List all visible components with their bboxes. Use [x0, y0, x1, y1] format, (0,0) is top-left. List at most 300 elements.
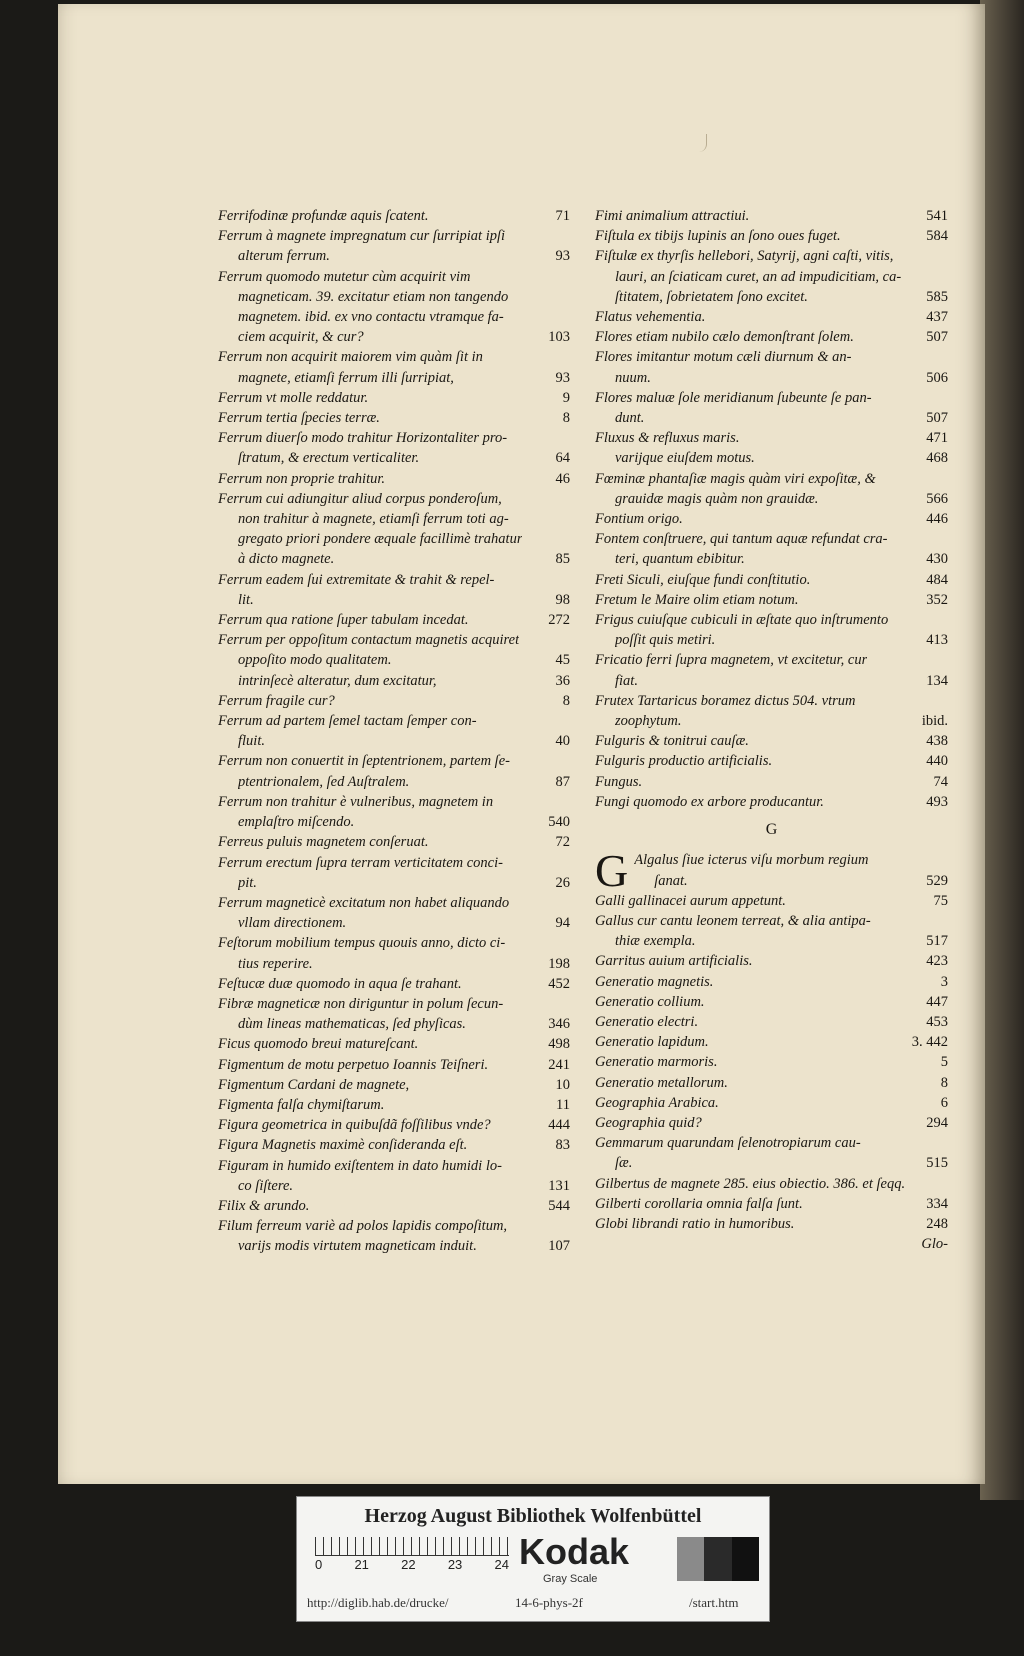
page-reference: 10	[555, 1076, 570, 1093]
page-reference: 98	[555, 591, 570, 608]
page-reference	[564, 347, 570, 367]
index-entry	[595, 951, 948, 971]
index-term: Generatio lapidum.	[595, 1034, 709, 1051]
index-entry	[595, 1073, 948, 1093]
index-line	[218, 206, 570, 226]
index-entry	[218, 1034, 570, 1054]
index-term: Fiſtulæ ex thyrſis hellebori, Satyrij, agni caſti, vitis,	[595, 248, 894, 265]
section-heading-g: G	[765, 821, 778, 839]
page-reference: 507	[926, 410, 948, 427]
index-entry	[218, 1135, 570, 1155]
page-reference	[942, 246, 948, 266]
index-term: Figura Magnetis maximè conſideranda eſt.	[218, 1137, 468, 1154]
page-reference	[564, 893, 570, 913]
index-term: ſæ.	[615, 1155, 633, 1172]
index-term: gregato priori pondere æquale facillimè trahatur	[238, 531, 523, 548]
index-term: Ferrum à magnete impregnatum cur ſurripiat ipſi	[218, 228, 506, 245]
index-term: varijs modis virtutem magneticam induit.	[238, 1238, 477, 1255]
index-term: Geographia quid?	[595, 1114, 702, 1131]
page-reference: 294	[926, 1114, 948, 1131]
page-reference: 346	[548, 1016, 570, 1033]
page-reference	[564, 307, 570, 327]
page-reference: 507	[926, 329, 948, 346]
index-term: non trahitur à magnete, etiamſi ferrum toti ag-	[238, 511, 509, 528]
index-term: Fungus.	[595, 773, 643, 790]
index-term: Gemmarum quarundam ſelenotropiarum cau-	[595, 1135, 861, 1152]
index-line	[218, 994, 570, 1014]
index-term: Fulguris productio artificialis.	[595, 753, 773, 770]
index-entry	[595, 1174, 948, 1194]
index-entry	[595, 792, 948, 812]
index-section-g	[595, 845, 948, 1234]
index-term: Ferrum fragile cur?	[218, 692, 335, 709]
index-line	[218, 388, 570, 408]
index-term: Ferrum diuerſo modo trahitur Horizontaliter pro-	[218, 430, 508, 447]
index-line	[218, 610, 570, 630]
index-term: thiæ exempla.	[615, 933, 696, 950]
index-line	[218, 751, 570, 771]
page-reference: ibid.	[921, 713, 948, 730]
index-entry	[218, 711, 570, 751]
index-entry	[595, 731, 948, 751]
index-line	[595, 1174, 948, 1194]
index-line	[595, 1073, 948, 1093]
page-reference: 447	[926, 993, 948, 1010]
page-reference	[564, 751, 570, 771]
index-term: ciem acquirit, & cur?	[238, 329, 364, 346]
gray-patch	[704, 1537, 731, 1581]
index-term: Frutex Tartaricus boramez dictus 504. vtrum	[595, 692, 856, 709]
index-term: Fibræ magneticæ non diriguntur in polum ſecun-	[218, 995, 504, 1012]
index-line	[218, 1236, 570, 1256]
index-line	[218, 489, 570, 509]
index-entry	[595, 1032, 948, 1052]
index-term: à dicto magnete.	[238, 551, 335, 568]
kodak-logo: Kodak	[519, 1531, 630, 1572]
page-reference	[942, 267, 948, 287]
index-line	[595, 206, 948, 226]
index-entry	[218, 226, 570, 266]
index-entry	[218, 206, 570, 226]
page-reference	[942, 691, 948, 711]
index-entry	[595, 650, 948, 690]
index-term: Ferrum erectum ſupra terram verticitatem conci-	[218, 854, 503, 871]
index-entry	[218, 853, 570, 893]
index-term: Fontem conſtruere, qui tantum aquæ refundat cra-	[595, 531, 888, 548]
index-line	[595, 1012, 948, 1032]
index-line	[218, 913, 570, 933]
index-line	[595, 1194, 948, 1214]
index-entry	[595, 246, 948, 307]
index-term: pit.	[238, 874, 257, 891]
ruler-number: 0	[315, 1557, 323, 1572]
index-entry	[218, 469, 570, 489]
page-reference: 585	[926, 288, 948, 305]
index-line	[595, 992, 948, 1012]
color-target-bar	[296, 1496, 770, 1622]
page-reference: 544	[548, 1197, 570, 1214]
page-reference	[564, 1216, 570, 1236]
index-line	[218, 1014, 570, 1034]
page-reference: 468	[926, 450, 948, 467]
page-reference: 529	[926, 872, 948, 889]
index-line	[595, 570, 948, 590]
index-entry	[595, 972, 948, 992]
page-reference: 36	[555, 672, 570, 689]
gray-patch	[677, 1537, 704, 1581]
index-line	[595, 911, 948, 931]
index-line	[218, 691, 570, 711]
page-reference	[942, 911, 948, 931]
index-entry	[595, 610, 948, 650]
page-reference: 26	[555, 874, 570, 891]
index-line	[595, 691, 948, 711]
index-term: Ferrum tertia ſpecies terræ.	[218, 410, 380, 427]
index-entry	[218, 1156, 570, 1196]
index-line	[218, 650, 570, 670]
index-entry	[595, 1133, 948, 1173]
index-term: fluit.	[238, 733, 265, 750]
index-line	[218, 1156, 570, 1176]
index-term: Flatus vehementia.	[595, 309, 706, 326]
index-line	[218, 1216, 570, 1236]
page-reference: 430	[926, 551, 948, 568]
index-term: Feſtorum mobilium tempus quouis anno, dicto ci-	[218, 935, 506, 952]
index-term: Figuram in humido exiſtentem in dato humidi lo-	[218, 1157, 502, 1174]
page-reference: 471	[926, 430, 948, 447]
page-reference: 134	[926, 672, 948, 689]
page-reference	[942, 650, 948, 670]
index-term: Figmentum Cardani de magnete,	[218, 1076, 410, 1093]
index-term: Fiſtula ex tibijs lupinis an ſono oues fuget.	[595, 228, 841, 245]
page-reference: 131	[548, 1177, 570, 1194]
page-reference: 446	[926, 511, 948, 528]
index-line	[595, 469, 948, 489]
page-reference	[942, 469, 948, 489]
index-line	[218, 853, 570, 873]
index-entry	[218, 610, 570, 630]
page-reference: 45	[555, 652, 570, 669]
index-entry	[595, 469, 948, 509]
page-reference: 437	[926, 309, 948, 326]
ruler-numbers	[315, 1557, 509, 1572]
index-entry	[595, 891, 948, 911]
drop-cap-letter: G	[595, 845, 629, 897]
index-line	[218, 711, 570, 731]
index-term: Gilbertus de magnete 285. eius obiectio. 386. et ſeqq.	[595, 1175, 906, 1192]
index-entry	[595, 327, 948, 347]
index-term: Generatio electri.	[595, 1013, 699, 1030]
page-reference	[564, 267, 570, 287]
index-term: Ferrifodinæ profundæ aquis ſcatent.	[218, 208, 429, 224]
index-line	[634, 850, 948, 870]
index-entry	[218, 994, 570, 1034]
page-reference: 438	[926, 733, 948, 750]
index-line	[595, 590, 948, 610]
index-entry	[595, 206, 948, 226]
index-term: Fœminæ phantaſiæ magis quàm viri expoſitæ, &	[595, 470, 876, 487]
page-reference	[564, 853, 570, 873]
index-term: Fluxus & refluxus maris.	[595, 430, 740, 447]
index-line	[595, 630, 948, 650]
index-term: Ferrum per oppoſitum contactum magnetis acquiret	[218, 632, 520, 649]
gray-patches	[677, 1537, 759, 1581]
index-term: Figura geometrica in quibuſdã foſſilibus vnde?	[218, 1117, 491, 1134]
index-line	[218, 529, 570, 549]
index-entry	[595, 529, 948, 569]
index-term: Ferrum non trahitur è vulneribus, magnetem in	[218, 793, 494, 810]
ruler-number: 23	[447, 1557, 463, 1572]
index-term: Filix & arundo.	[218, 1197, 310, 1214]
index-line	[595, 368, 948, 388]
index-entry	[218, 792, 570, 832]
page-reference: 8	[562, 410, 570, 427]
index-line	[218, 267, 570, 287]
index-line	[218, 933, 570, 953]
page-reference: 107	[548, 1238, 570, 1255]
index-term: magnete, etiamſi ferrum illi ſurripiat,	[238, 369, 454, 386]
index-term: Fimi animalium attractiui.	[595, 208, 750, 224]
index-term: Ficus quomodo breui matureſcant.	[218, 1036, 419, 1053]
index-line	[595, 1133, 948, 1153]
index-entry	[218, 1095, 570, 1115]
page-reference: 6	[940, 1094, 948, 1111]
index-entry	[595, 845, 948, 897]
index-line	[218, 428, 570, 448]
index-entry	[218, 933, 570, 973]
index-term: Ferrum eadem ſui extremitate & trahit & repel-	[218, 571, 495, 588]
index-entry	[218, 1196, 570, 1216]
index-term: Gilberti corollaria omnia falſa ſunt.	[595, 1195, 803, 1212]
ruler-number: 21	[354, 1557, 369, 1572]
index-line	[218, 731, 570, 751]
index-entry	[595, 772, 948, 792]
page-reference: 64	[555, 450, 570, 467]
index-term: Ferrum magneticè excitatum non habet aliquando	[218, 894, 510, 911]
index-line	[595, 772, 948, 792]
page-reference: 453	[926, 1013, 948, 1030]
index-term: Algalus ſiue icterus viſu morbum regium	[634, 852, 869, 869]
index-line	[595, 1052, 948, 1072]
index-entry	[218, 388, 570, 408]
page-reference	[942, 388, 948, 408]
page-reference: 94	[555, 915, 570, 932]
index-term: poſſit quis metiri.	[615, 632, 716, 649]
index-entry	[595, 1093, 948, 1113]
index-line	[218, 812, 570, 832]
page-reference	[564, 287, 570, 307]
page-reference	[564, 428, 570, 448]
page-reference	[564, 226, 570, 246]
start-page-path: /start.htm	[689, 1595, 739, 1610]
index-line	[595, 448, 948, 468]
book-gutter-shadow	[980, 0, 1024, 1500]
page-reference: 5	[940, 1054, 948, 1071]
index-term: co ſiſtere.	[238, 1177, 294, 1194]
page-reference: 85	[555, 551, 570, 568]
index-entry	[595, 992, 948, 1012]
index-line	[595, 671, 948, 691]
page-reference: 241	[548, 1056, 570, 1073]
catchword: Glo-	[921, 1236, 948, 1253]
index-entry	[595, 428, 948, 468]
index-entry	[218, 1115, 570, 1135]
index-term: ptentrionalem, ſed Auſtralem.	[238, 773, 410, 790]
page-reference	[564, 509, 570, 529]
index-line	[218, 893, 570, 913]
index-line	[595, 711, 948, 731]
page-reference	[942, 1133, 948, 1153]
ruler-number: 24	[494, 1557, 509, 1572]
index-term: Feſtucæ duæ quomodo in aqua ſe trahant.	[218, 975, 462, 992]
index-line	[218, 1115, 570, 1135]
page-reference: 74	[933, 773, 948, 790]
index-line	[595, 509, 948, 529]
index-line	[218, 368, 570, 388]
index-term: Fretum le Maire olim etiam notum.	[595, 591, 799, 608]
index-term: Gallus cur cantu leonem terreat, & alia antipa-	[595, 912, 871, 929]
index-term: ſtitatem, ſobrietatem ſono excitet.	[615, 288, 808, 305]
index-line	[595, 1093, 948, 1113]
index-line	[218, 509, 570, 529]
index-entry	[595, 1113, 948, 1133]
index-line	[218, 590, 570, 610]
index-entry	[218, 630, 570, 691]
page-reference: 75	[933, 892, 948, 909]
page-reference: 423	[926, 953, 948, 970]
index-term: vllam directionem.	[238, 915, 347, 932]
index-term: Ferrum non proprie trahitur.	[218, 470, 386, 487]
page-reference: 3	[940, 973, 948, 990]
index-line	[595, 650, 948, 670]
index-line	[218, 408, 570, 428]
index-line	[595, 246, 948, 266]
page-reference	[564, 529, 570, 549]
library-name: Herzog August Bibliothek Wolfenbüttel	[364, 1505, 702, 1527]
index-entry	[218, 428, 570, 468]
index-entry	[595, 347, 948, 387]
index-line	[218, 1135, 570, 1155]
index-line	[218, 671, 570, 691]
index-column-right	[595, 206, 948, 1254]
index-line	[218, 1176, 570, 1196]
index-term: Figmenta falſa chymiſtarum.	[218, 1096, 385, 1113]
index-entry	[595, 226, 948, 246]
page-reference: 83	[555, 1137, 570, 1154]
index-term: Garritus auium artificialis.	[595, 953, 753, 970]
index-term: Ferrum vt molle reddatur.	[218, 389, 369, 406]
index-entry	[595, 307, 948, 327]
index-entry	[595, 691, 948, 731]
index-entry	[218, 1216, 570, 1256]
page-reference: 72	[555, 834, 570, 851]
ruler-scale	[315, 1537, 509, 1571]
index-line	[218, 549, 570, 569]
index-term: emplaſtro miſcendo.	[238, 814, 355, 831]
index-term: lauri, an ſciaticam curet, an ad impudicitiam, ca-	[615, 268, 902, 285]
index-entry	[595, 570, 948, 590]
index-line	[218, 246, 570, 266]
index-entry	[218, 1075, 570, 1095]
index-term: dùm lineas mathematicas, ſed phyſicas.	[238, 1016, 466, 1033]
index-line	[218, 792, 570, 812]
page-reference: 484	[926, 571, 948, 588]
digital-library-url: http://diglib.hab.de/drucke/	[307, 1595, 449, 1610]
index-line	[595, 226, 948, 246]
index-term: varijque eiuſdem motus.	[615, 450, 755, 467]
index-line	[595, 388, 948, 408]
page-reference	[564, 933, 570, 953]
index-line	[595, 891, 948, 911]
index-line	[595, 489, 948, 509]
index-line	[218, 1075, 570, 1095]
index-line	[595, 1214, 948, 1234]
index-term: Ferrum cui adiungitur aliud corpus ponderoſum,	[218, 490, 502, 507]
index-line	[595, 931, 948, 951]
page-reference	[942, 347, 948, 367]
index-line	[218, 954, 570, 974]
index-entry	[218, 751, 570, 791]
index-entry	[218, 489, 570, 570]
index-term: magneticam. 39. excitatur etiam non tangendo	[238, 288, 509, 305]
index-entry	[218, 1055, 570, 1075]
index-term: Filum ferreum variè ad polos lapidis compoſitum,	[218, 1218, 508, 1235]
index-entry	[595, 751, 948, 771]
index-line	[218, 226, 570, 246]
index-term: Generatio marmoris.	[595, 1054, 718, 1071]
page-reference	[942, 529, 948, 549]
page-reference: 444	[548, 1117, 570, 1134]
index-line	[634, 871, 948, 891]
index-entry	[595, 1214, 948, 1234]
page-reference: 11	[556, 1096, 570, 1113]
index-entry	[595, 911, 948, 951]
index-term: oppoſito modo qualitatem.	[238, 652, 392, 669]
page-reference: 493	[926, 793, 948, 810]
index-line	[218, 873, 570, 893]
index-entry	[218, 974, 570, 994]
page-reference: 352	[926, 591, 948, 608]
index-term: Generatio magnetis.	[595, 973, 714, 990]
index-line	[595, 1113, 948, 1133]
page-reference	[942, 850, 948, 870]
index-entry	[595, 509, 948, 529]
index-line	[218, 287, 570, 307]
index-term: lit.	[238, 591, 254, 608]
index-term: Fricatio ferri ſupra magnetem, vt excitetur, cur	[595, 652, 868, 669]
index-line	[595, 549, 948, 569]
index-entry	[218, 691, 570, 711]
page-reference: 272	[548, 612, 570, 629]
page-reference: 198	[548, 955, 570, 972]
index-entry	[595, 590, 948, 610]
index-term: grauidæ magis quàm non grauidæ.	[615, 490, 819, 507]
index-line	[595, 751, 948, 771]
index-entry	[218, 832, 570, 852]
page-reference: 440	[926, 753, 948, 770]
index-term: fiat.	[615, 672, 638, 689]
shelfmark: 14-6-phys-2f	[515, 1595, 583, 1610]
page-reference: 584	[926, 228, 948, 245]
gray-scale-label: Gray Scale	[543, 1573, 598, 1585]
index-entry	[218, 347, 570, 387]
index-term: Galli gallinacei aurum appetunt.	[595, 892, 786, 909]
page-reference: 71	[555, 208, 570, 224]
page-reference: 8	[562, 692, 570, 709]
index-term: Ferrum quomodo mutetur cùm acquirit vim	[218, 268, 471, 285]
page-reference	[564, 711, 570, 731]
page-reference: 248	[926, 1215, 948, 1232]
